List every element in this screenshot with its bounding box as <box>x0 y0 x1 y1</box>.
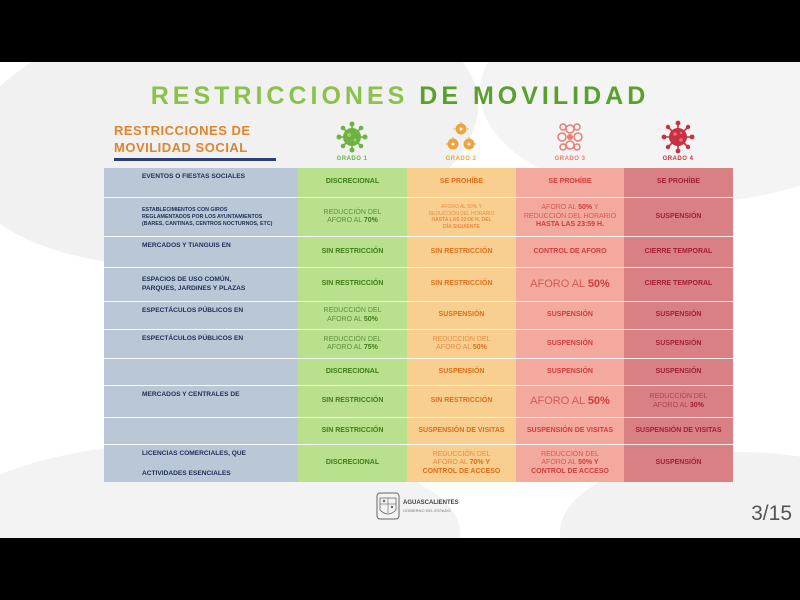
grade-3-cell: CONTROL DE AFORO <box>533 247 607 255</box>
grade-2-cell <box>407 198 516 236</box>
main-title <box>0 82 800 111</box>
row-label: MERCADOS Y CENTRALES DE <box>142 391 240 398</box>
grade-3-cell <box>516 198 624 236</box>
grade-3-cell <box>516 268 624 301</box>
grade-3-cell: SUSPENSIÓN <box>547 311 593 319</box>
row-label-line: PARQUES, JARDINES Y PLAZAS <box>142 284 246 292</box>
grade-4-cell: SUSPENSIÓN <box>655 459 702 467</box>
cell-text: Y <box>592 204 599 212</box>
row-label-line: REGLAMENTADOS POR LOS AYUNTAMIENTOS <box>142 214 263 220</box>
row-label-line: ESPACIOS DE USO COMÚN, <box>142 276 232 283</box>
cell-value: 50% <box>587 395 610 408</box>
grade-1-cell: DISCRECIONAL <box>325 459 380 467</box>
table-row <box>104 359 733 385</box>
grade-label: GRADO 4 <box>662 156 694 162</box>
grade-3-cell: SUSPENSIÓN DE VISITAS <box>526 426 614 434</box>
cell-text: AFORO AL <box>653 401 690 409</box>
grade-1-cell <box>298 302 407 329</box>
state-seal-logo <box>376 492 466 522</box>
page-indicator: 3/15 <box>751 502 792 525</box>
cell-text: AFORO AL <box>436 344 473 351</box>
table-row <box>104 237 733 267</box>
grade-2-cell: SIN RESTRICCIÓN <box>430 397 493 405</box>
logo-name: AGUASCALIENTES <box>403 500 459 506</box>
grade-2-cell: SE PROHÍBE <box>439 178 484 186</box>
logo-subtitle: GOBIERNO DEL ESTADO <box>403 508 451 513</box>
grade-4-cell: CIERRE TEMPORAL <box>644 247 713 255</box>
cell-value: 50% <box>578 204 593 212</box>
grade-1-cell: DISCRECIONAL <box>325 367 380 375</box>
cell-value: 50% <box>578 459 593 467</box>
cell-text: AFORO AL <box>327 217 364 224</box>
virus-icon <box>335 120 369 154</box>
cell-text: AFORO AL <box>327 315 364 323</box>
cell-line: CONTROL DE ACCESO <box>422 467 501 475</box>
grade-4-cell: SUSPENSIÓN <box>655 311 702 319</box>
row-label <box>104 268 245 301</box>
grade-3-cell <box>516 445 624 482</box>
grade-4-cell: SUSPENSIÓN DE VISITAS <box>635 426 722 434</box>
row-label: MERCADOS Y TIANGUIS EN <box>142 242 231 249</box>
table-row <box>104 445 733 482</box>
table-row <box>104 168 733 197</box>
cell-value: 50% <box>472 344 487 351</box>
grade-2-cell: SIN RESTRICCIÓN <box>430 247 493 255</box>
grade-label: GRADO 2 <box>445 156 477 162</box>
grade-1-header <box>298 120 406 162</box>
grade-label: GRADO 3 <box>554 156 586 162</box>
cell-line: REDUCCIÓN DEL <box>323 335 382 343</box>
grade-1-cell: SIN RESTRICCIÓN <box>321 280 384 288</box>
cell-value: 50% <box>363 315 378 323</box>
table-row <box>104 386 733 417</box>
row-label <box>104 359 142 385</box>
grade-4-cell: SE PROHÍBE <box>656 178 701 186</box>
row-label: ESPECTÁCULOS PÚBLICOS EN <box>142 335 244 342</box>
row-label-line: ESTABLECIMIENTOS CON GIROS <box>142 207 228 213</box>
cell-line: CONTROL DE ACCESO <box>531 467 609 475</box>
cell-text: AFORO AL <box>541 459 579 467</box>
cell-value: 30% <box>689 401 704 409</box>
table-row <box>104 302 733 329</box>
virus-cluster-icon <box>553 120 587 154</box>
cell-line: REDUCCIÓN DEL <box>541 450 599 458</box>
grade-3-cell <box>516 386 624 417</box>
grade-1-cell: SIN RESTRICCIÓN <box>321 426 384 434</box>
grade-2-header <box>407 120 515 162</box>
grade-2-cell: SUSPENSIÓN <box>438 311 485 319</box>
grade-4-header <box>624 120 732 162</box>
grade-3-cell: SUSPENSIÓN <box>547 367 593 375</box>
cell-line: HASTA LAS 23:59 H. <box>535 221 605 229</box>
table-row <box>104 198 733 236</box>
grade-3-cell: SE PROHÍBE <box>548 178 592 186</box>
grade-1-cell: SIN RESTRICCIÓN <box>321 247 384 255</box>
virus-cluster-icon <box>444 120 478 154</box>
virus-icon <box>661 120 695 154</box>
grade-2-cell: SUSPENSIÓN DE VISITAS <box>418 426 505 434</box>
grade-1-cell: DISCRECIONAL <box>325 178 380 186</box>
cell-line: REDUCCIÓN DEL <box>432 335 491 343</box>
cell-value: 75% <box>363 344 378 351</box>
row-label-line: LICENCIAS COMERCIALES, QUE <box>142 450 247 457</box>
grade-1-cell <box>298 198 407 236</box>
cell-text: AFORO AL <box>541 204 579 212</box>
cell-line: REDUCCIÓN DEL <box>323 208 382 216</box>
section-title <box>114 122 251 156</box>
grade-4-cell: SUSPENSIÓN <box>655 212 702 220</box>
grade-2-cell <box>407 330 516 358</box>
cell-text: AFORO AL <box>530 395 588 408</box>
section-title-underline <box>114 158 276 161</box>
grade-2-cell <box>407 445 516 482</box>
cell-line: REDUCCIÓN DEL <box>649 393 708 400</box>
table-row <box>104 268 733 301</box>
cell-line: REDUCCIÓN DEL <box>432 450 491 458</box>
grade-4-cell <box>624 386 733 417</box>
grade-4-cell: CIERRE TEMPORAL <box>644 280 713 288</box>
cell-text: AFORO AL <box>327 344 364 351</box>
cell-line: REDUCCIÓN DEL HORARIO <box>428 210 495 217</box>
cell-value: 70% <box>469 459 484 467</box>
grade-label: GRADO 1 <box>336 156 368 162</box>
table-row <box>104 418 733 444</box>
slide <box>0 62 800 538</box>
section-title-line1: RESTRICCIONES DE <box>114 123 251 138</box>
grade-1-cell: SIN RESTRICCIÓN <box>321 397 384 405</box>
row-label <box>104 198 272 236</box>
row-label-line: ACTIVIDADES ESENCIALES <box>142 469 231 477</box>
row-label <box>104 445 246 482</box>
cell-line: HASTA LAS 22:00 H. DEL <box>431 217 492 223</box>
row-label <box>104 418 142 444</box>
cell-line: AFORO AL 50% Y <box>441 204 482 210</box>
grade-2-cell: SUSPENSIÓN <box>438 367 485 375</box>
grade-4-cell: SUSPENSIÓN <box>655 339 702 347</box>
cell-text: AFORO AL <box>530 278 588 291</box>
cell-text: Y <box>592 459 599 467</box>
cell-line: REDUCCIÓN DEL HORARIO <box>523 212 617 220</box>
grade-3-cell: SUSPENSIÓN <box>547 339 593 347</box>
row-label: ESPECTÁCULOS PÚBLICOS EN <box>142 307 244 314</box>
grade-2-cell: SIN RESTRICCIÓN <box>430 280 493 288</box>
row-label-line: (BARES, CANTINAS, CENTROS NOCTURNOS, ETC) <box>142 221 273 227</box>
grade-1-cell <box>298 330 407 358</box>
cell-text: Y <box>483 459 491 467</box>
cell-line: REDUCCIÓN DEL <box>323 307 382 314</box>
grade-4-cell: SUSPENSIÓN <box>655 367 702 375</box>
cell-text: AFORO AL <box>432 459 470 467</box>
restrictions-table <box>104 168 733 482</box>
row-label: EVENTOS O FIESTAS SOCIALES <box>142 173 246 180</box>
table-row <box>104 330 733 358</box>
grade-3-header <box>516 120 624 162</box>
cell-value: 50% <box>587 278 610 291</box>
main-title-part1: RESTRICCIONES <box>150 82 409 110</box>
cell-value: 70% <box>363 217 378 224</box>
cell-line: DÍA SIGUIENTE <box>443 223 480 230</box>
section-title-line2: MOVILIDAD SOCIAL <box>114 140 248 155</box>
main-title-part2: DE MOVILIDAD <box>419 82 650 110</box>
